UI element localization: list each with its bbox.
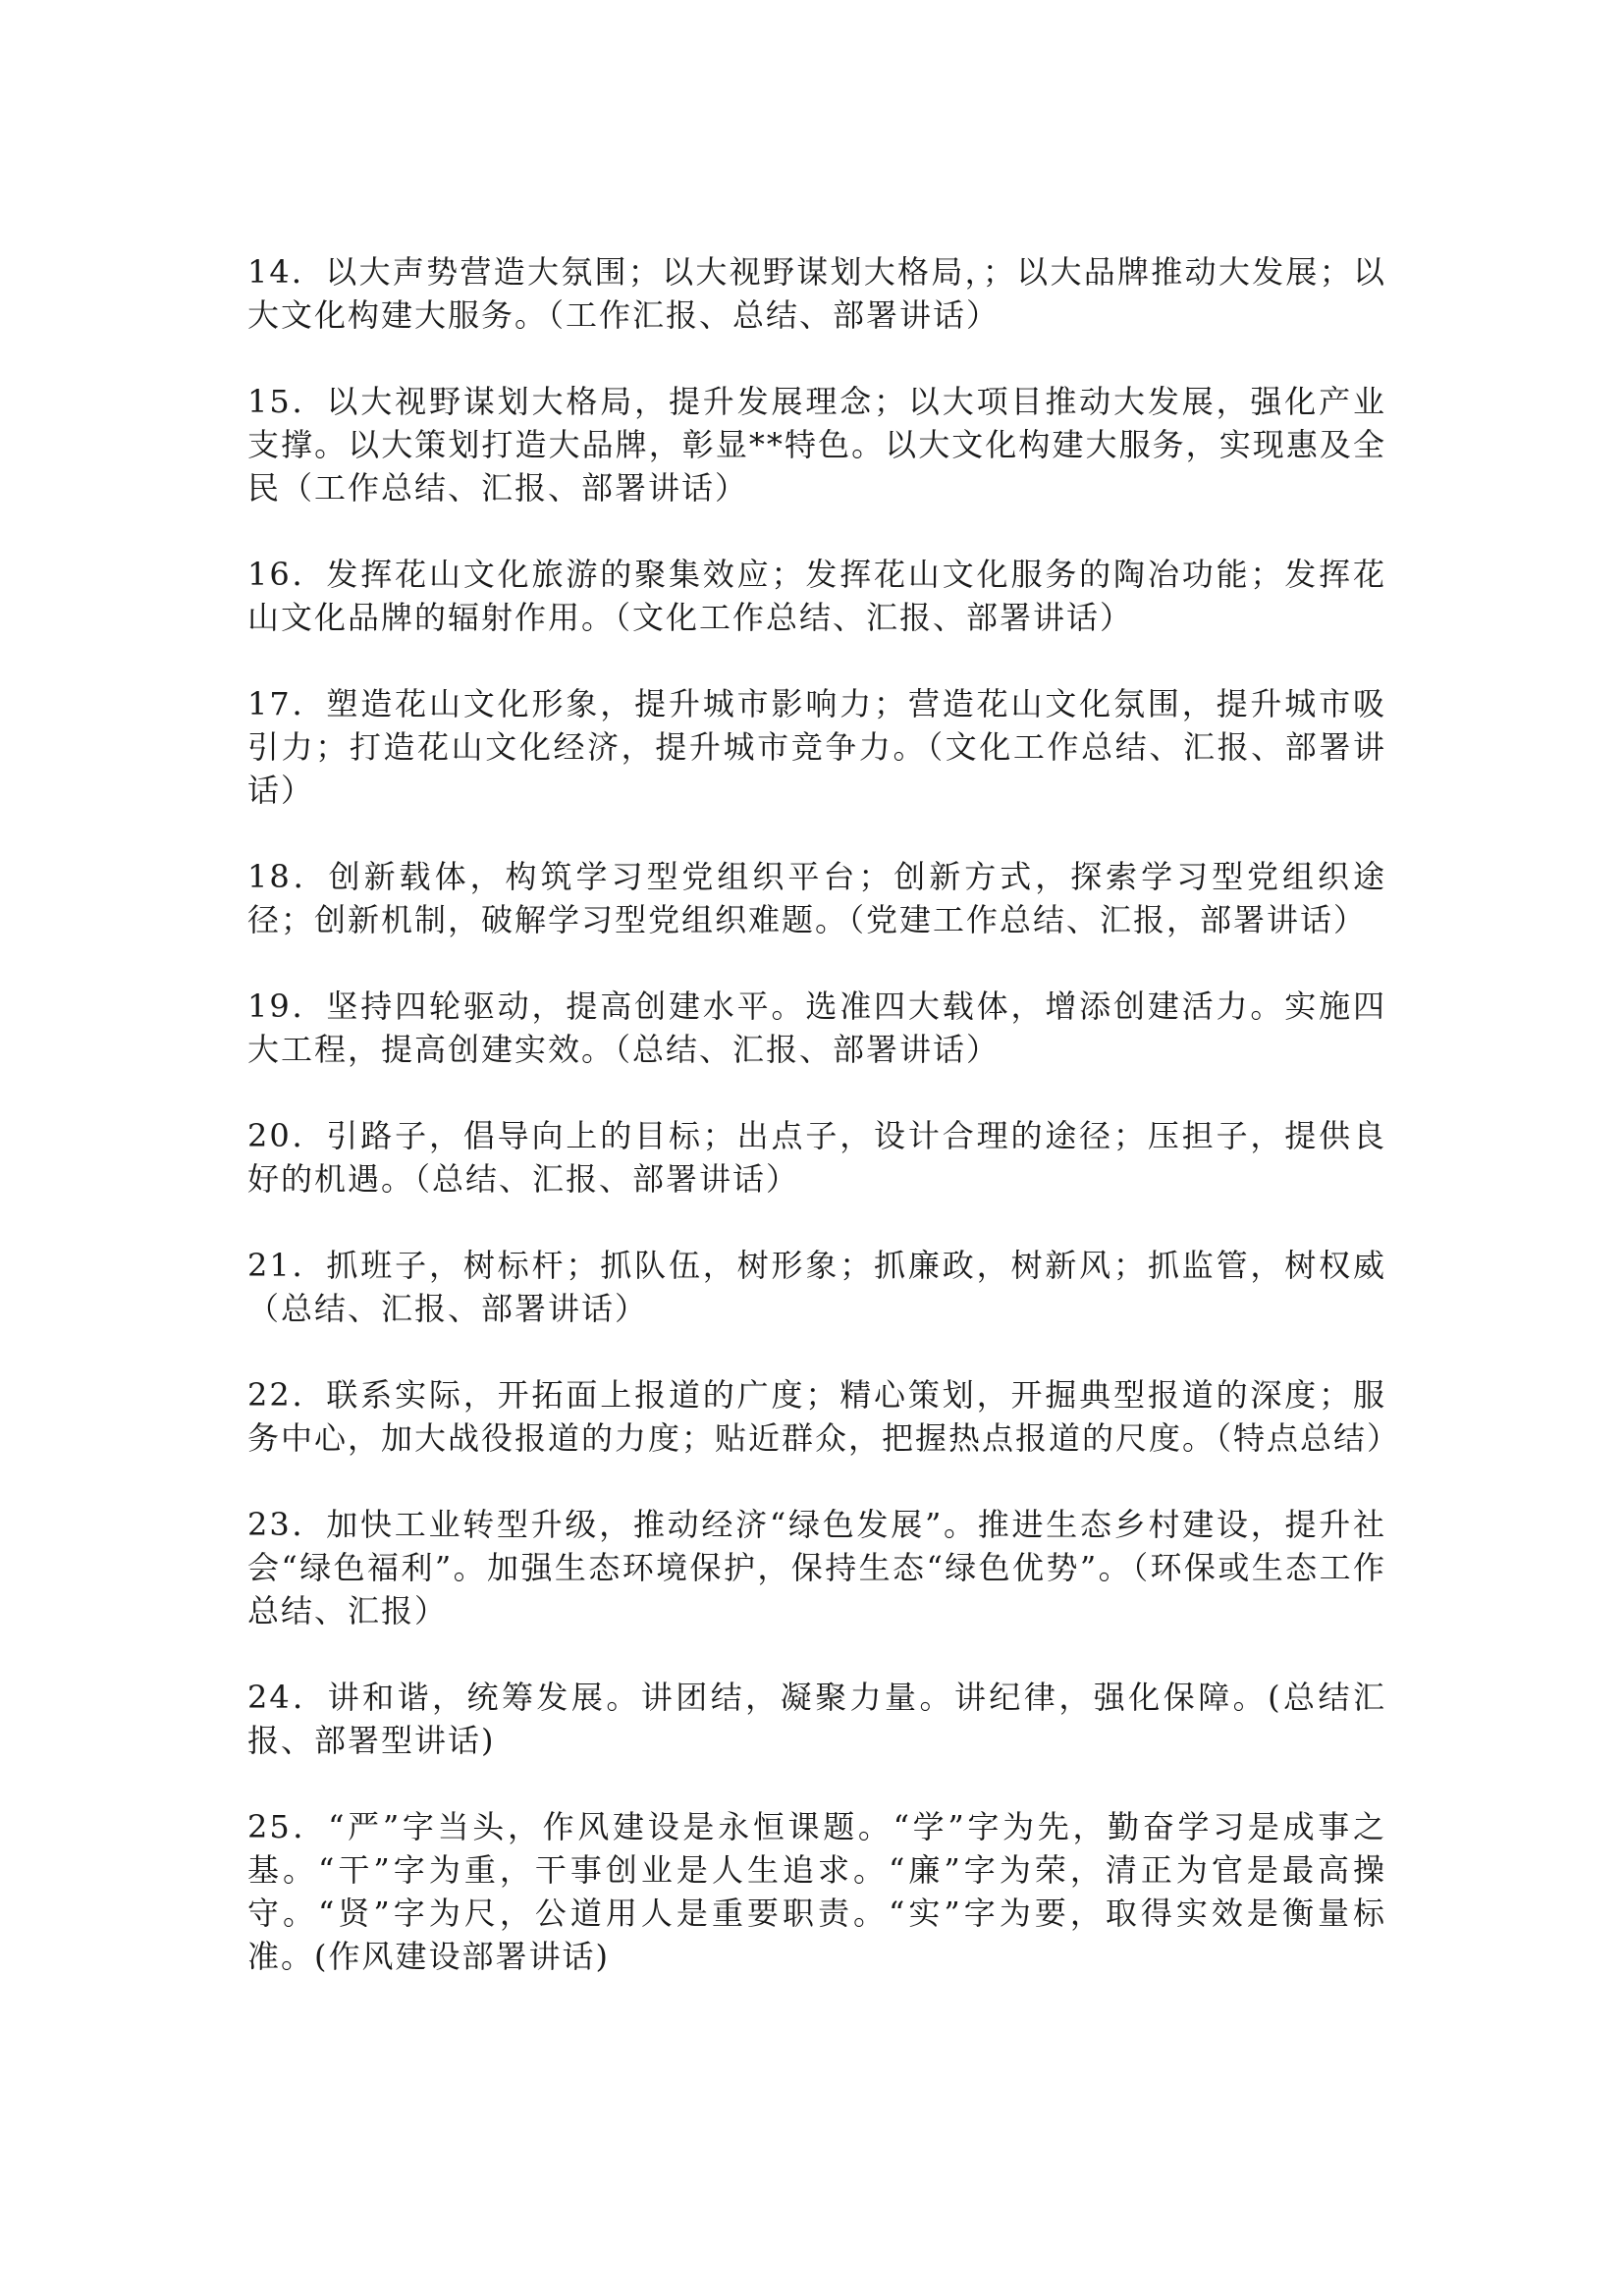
- paragraph-21: 21．抓班子，树标杆；抓队伍，树形象；抓廉政，树新风；抓监管，树权威（总结、汇报、部署讲话）: [247, 1247, 1386, 1327]
- document-body: [247, 250, 1401, 2021]
- paragraph-23: 23．加快工业转型升级，推动经济“绿色发展”。推进生态乡村建设，提升社会“绿色福利”。加强生态环境保护，保持生态“绿色优势”。（环保或生态工作总结、汇报）: [247, 1506, 1386, 1629]
- paragraph-20: 20．引路子，倡导向上的目标；出点子，设计合理的途径；压担子，提供良好的机遇。（总结、汇报、部署讲话）: [247, 1117, 1386, 1198]
- paragraph-14: 14．以大声势营造大氛围；以大视野谋划大格局，；以大品牌推动大发展；以大文化构建大服务。（工作汇报、总结、部署讲话）: [247, 253, 1386, 334]
- paragraph-18: 18．创新载体，构筑学习型党组织平台；创新方式，探索学习型党组织途径；创新机制，破解学习型党组织难题。（党建工作总结、汇报，部署讲话）: [247, 858, 1386, 938]
- paragraph-22: 22．联系实际，开拓面上报道的广度；精心策划，开掘典型报道的深度；服务中心，加大战役报道的力度；贴近群众，把握热点报道的尺度。（特点总结）: [247, 1376, 1401, 1457]
- paragraph-15: 15．以大视野谋划大格局，提升发展理念；以大项目推动大发展，强化产业支撑。以大策划打造大品牌，彰显**特色。以大文化构建大服务，实现惠及全民（工作总结、汇报、部署讲话）: [247, 383, 1386, 507]
- paragraph-24: 24．讲和谐，统筹发展。讲团结，凝聚力量。讲纪律，强化保障。(总结汇报、部署型讲话): [247, 1679, 1386, 1759]
- paragraph-17: 17．塑造花山文化形象，提升城市影响力；营造花山文化氛围，提升城市吸引力；打造花山文化经济，提升城市竞争力。（文化工作总结、汇报、部署讲话）: [247, 685, 1386, 809]
- paragraph-16: 16．发挥花山文化旅游的聚集效应；发挥花山文化服务的陶冶功能；发挥花山文化品牌的辐射作用。（文化工作总结、汇报、部署讲话）: [247, 556, 1386, 636]
- paragraph-19: 19．坚持四轮驱动，提高创建水平。选准四大载体，增添创建活力。实施四大工程，提高创建实效。（总结、汇报、部署讲话）: [247, 988, 1386, 1068]
- paragraph-25: 25．“严”字当头，作风建设是永恒课题。“学”字为先，勤奋学习是成事之基。“干”字为重，干事创业是人生追求。“廉”字为荣，清正为官是最高操守。“贤”字为尺，公道用人是重要职责。“实”字为要，取得实效是衡量标准。(作风建设部署讲话): [247, 1808, 1386, 1975]
